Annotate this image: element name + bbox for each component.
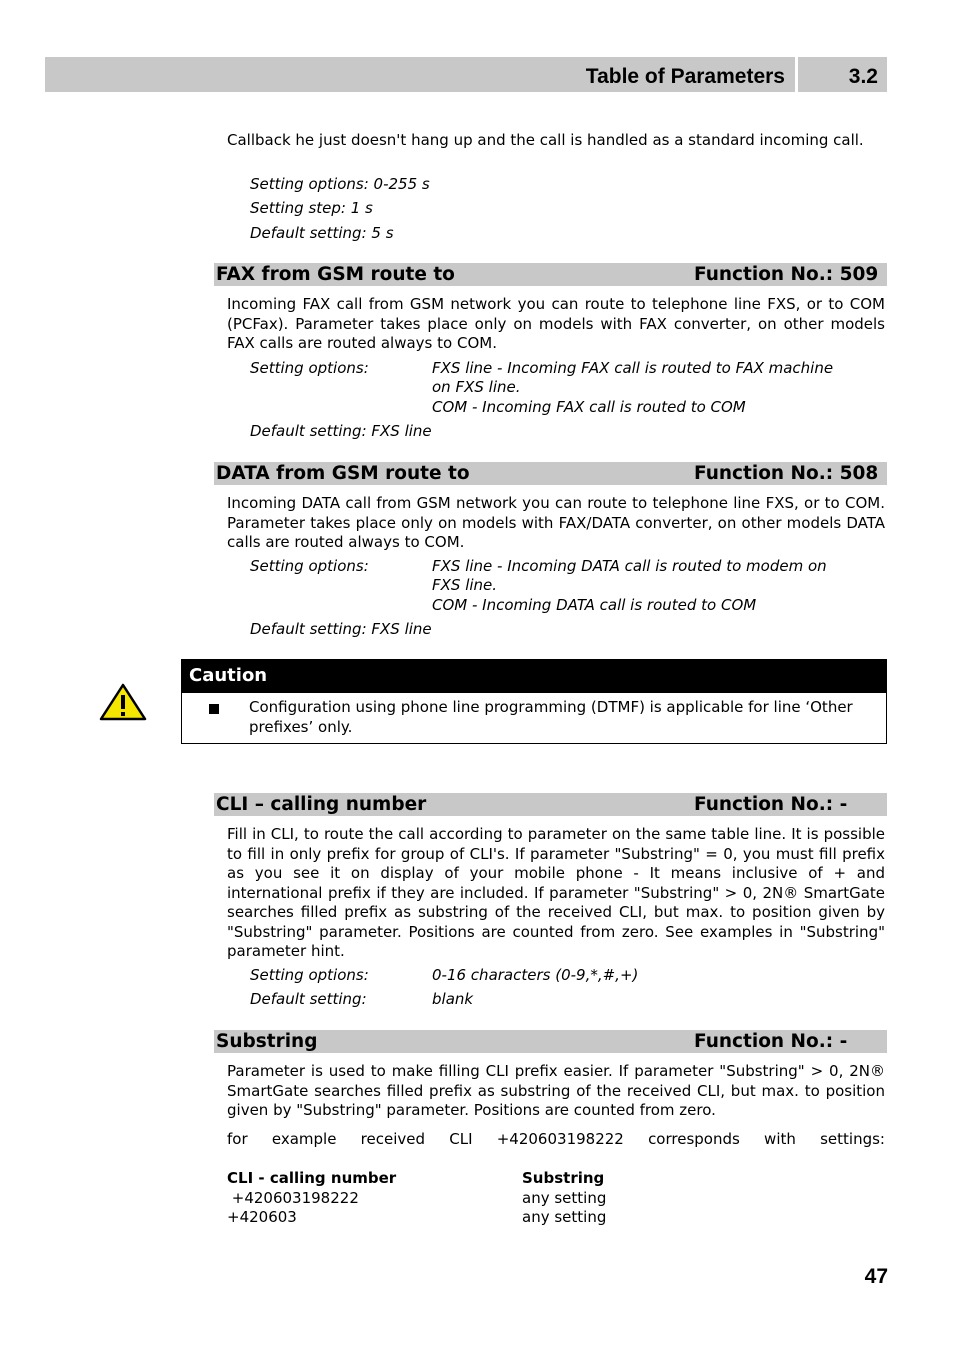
- data-option-com: COM - Incoming DATA call is routed to COM: [432, 596, 757, 614]
- substring-description: Parameter is used to make filling CLI prefix easier. If parameter "Substring" > 0, 2N® SmartGate searches filled prefix as substring of the received CLI, but max. to position given by "Substring" parameter. Positions are counted from zero.: [227, 1062, 885, 1119]
- page-number: 47: [864, 1265, 888, 1288]
- caution-text: Configuration using phone line programming (DTMF) is applicable for line ‘Other prefixes’ only.: [249, 698, 853, 736]
- data-options-label: Setting options:: [250, 557, 369, 575]
- fax-section-title: FAX from GSM route to: [216, 264, 455, 285]
- table-row-1-substring: any setting: [522, 1189, 607, 1207]
- table-header-substring: Substring: [522, 1169, 605, 1187]
- caution-box: [181, 659, 887, 744]
- fax-description: Incoming FAX call from GSM network you can route to telephone line FXS, or to COM (PCFax). Parameter takes place only on models with FAX converter, on other models FAX calls are routed always to COM.: [227, 295, 885, 352]
- data-option-fxs: FXS line - Incoming DATA call is routed to modem on: [432, 557, 827, 575]
- data-function-number: Function No.: 508: [694, 463, 879, 484]
- cli-section-bar: [214, 793, 887, 816]
- data-default-setting: Default setting: FXS line: [250, 620, 432, 638]
- caution-title: Caution: [182, 660, 886, 693]
- intro-setting-step: Setting step: 1 s: [250, 199, 373, 217]
- square-bullet-icon: [209, 704, 219, 714]
- intro-default-setting: Default setting: 5 s: [250, 224, 394, 242]
- header-section-number: 3.2: [798, 57, 887, 92]
- header-title: Table of Parameters: [45, 57, 795, 92]
- cli-options-label: Setting options:: [250, 966, 369, 984]
- page-header: [45, 57, 887, 92]
- substring-section-title: Substring: [216, 1031, 318, 1052]
- substring-function-number: Function No.: -: [694, 1031, 848, 1052]
- fax-default-setting: Default setting: FXS line: [250, 422, 432, 440]
- fax-option-fxs-cont: on FXS line.: [432, 378, 521, 396]
- fax-option-fxs: FXS line - Incoming FAX call is routed to FAX machine: [432, 359, 834, 377]
- data-section-title: DATA from GSM route to: [216, 463, 470, 484]
- cli-description: Fill in CLI, to route the call according to parameter on the same table line. It is possible to fill in only prefix for group of CLI's. If parameter "Substring" = 0, you must fill prefix as you see it on display of your mobile phone - It means inclusive of + and international prefix if they are included. If parameter "Substring" > 0, 2N® SmartGate searches filled prefix as substring of the received CLI, but max. to position given by "Substring" parameter. Positions are counted from zero. See examples in "Substring" parameter hint.: [227, 825, 885, 960]
- table-row-2-cli: +420603: [227, 1208, 297, 1226]
- cli-section-title: CLI – calling number: [216, 794, 427, 815]
- fax-function-number: Function No.: 509: [694, 264, 879, 285]
- data-description: Incoming DATA call from GSM network you can route to telephone line FXS, or to COM. Parameter takes place only on models with FAX/DATA converter, on other models DATA calls are routed always to COM.: [227, 494, 885, 551]
- cli-function-number: Function No.: -: [694, 794, 848, 815]
- substring-example: for example received CLI +420603198222 corresponds with settings:: [227, 1130, 885, 1148]
- table-header-cli: CLI - calling number: [227, 1169, 397, 1187]
- substring-section-bar: [214, 1030, 887, 1053]
- warning-triangle-icon: [99, 683, 147, 721]
- intro-setting-options: Setting options: 0-255 s: [250, 175, 430, 193]
- table-row-1-cli: +420603198222: [227, 1189, 359, 1207]
- fax-options-label: Setting options:: [250, 359, 369, 377]
- data-section-bar: [214, 462, 887, 485]
- table-row-2-substring: any setting: [522, 1208, 607, 1226]
- intro-paragraph: Callback he just doesn't hang up and the call is handled as a standard incoming call.: [227, 131, 864, 149]
- cli-options-value: 0-16 characters (0-9,*,#,+): [432, 966, 639, 984]
- fax-option-com: COM - Incoming FAX call is routed to COM: [432, 398, 746, 416]
- data-option-fxs-cont: FXS line.: [432, 576, 498, 594]
- fax-section-bar: [214, 263, 887, 286]
- cli-default-label: Default setting:: [250, 990, 367, 1008]
- cli-default-value: blank: [432, 990, 474, 1008]
